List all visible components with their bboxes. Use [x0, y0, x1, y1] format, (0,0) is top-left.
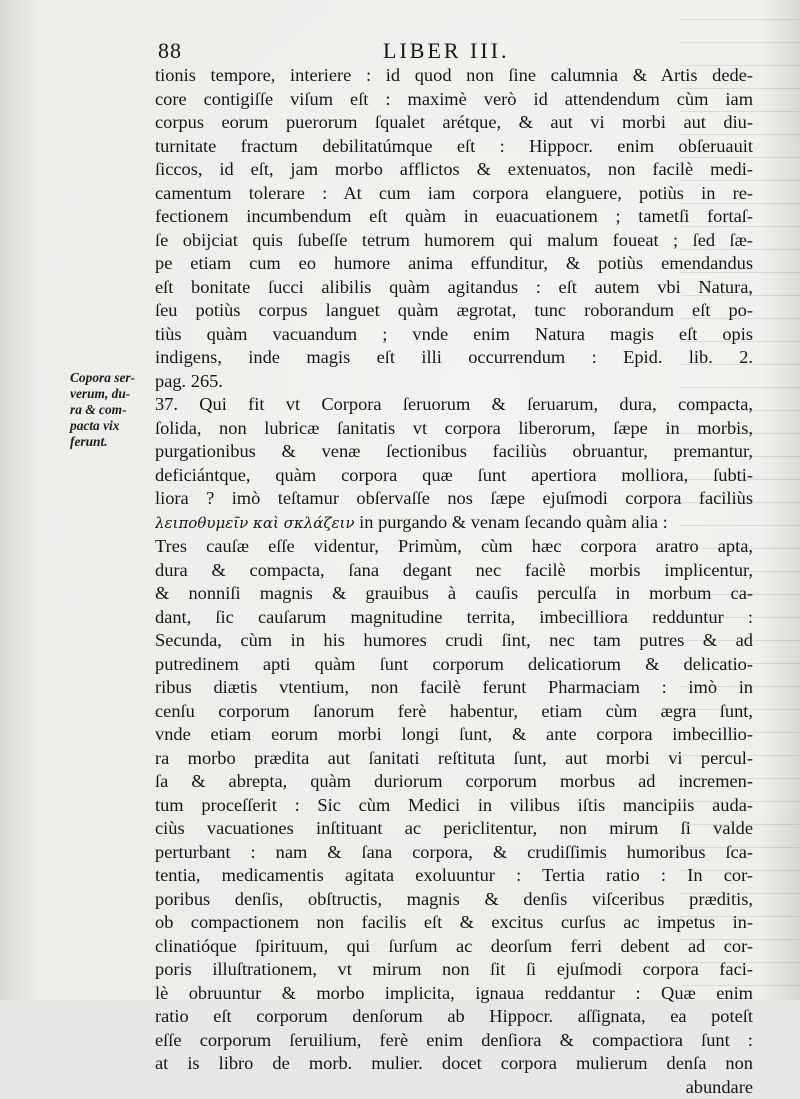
- text-line: eſt bonitate ſucci alibilis quàm agitandus : eſt autem vbi Natura,: [155, 276, 753, 300]
- text-line: & nonniſi magnis & grauibus à cauſis perculſa in morbum ca-: [155, 582, 753, 606]
- text-line: indigens, inde magis eſt illi occurrendum : Epid. lib. 2.: [155, 346, 753, 370]
- margin-note-line: Copora ser-: [70, 370, 152, 386]
- text-line: fectionem incumbendum eſt quàm in euacuationem ; tametſi fortaſ-: [155, 205, 753, 229]
- text-line: ſeu potiùs corpus languet quàm ægrotat, tunc roborandum eſt po-: [155, 299, 753, 323]
- text-line: lè obruuntur & morbo implicita, ignaua reddantur : Quæ enim: [155, 982, 753, 1006]
- catchword: abundare: [155, 1076, 753, 1099]
- text-line: tiùs quàm vacuandum ; vnde enim Natura magis eſt opis: [155, 323, 753, 347]
- text-line: Secunda, cùm in his humores crudi ſint, nec tam putres & ad: [155, 629, 753, 653]
- greek-phrase: λειποθυμεῖν καὶ σκλάζειν: [155, 514, 355, 532]
- text-line: ob compactionem non facilis eſt & excitus curſus ac impetus in-: [155, 911, 753, 935]
- running-head: LIBER III.: [383, 38, 510, 64]
- text-line: cenſu corporum ſanorum ferè habentur, etiam cùm ægra ſunt,: [155, 700, 753, 724]
- text-line: deficiántque, quàm corpora quæ ſunt apertiora molliora, ſubti-: [155, 464, 753, 488]
- text-line-rest: in purgando & venam ſecando quàm alia :: [355, 512, 668, 532]
- greek-text-line: [155, 511, 753, 536]
- page-number: 88: [158, 38, 182, 64]
- text-line: ratio eſt corporum denſorum ab Hippocr. aſſignata, ea poteſt: [155, 1005, 753, 1029]
- text-line: tum proceſſerit : Sic cùm Medici in vilibus iſtis mancipiis auda-: [155, 794, 753, 818]
- text-line: turnitate fractum debilitatúmque eſt : Hippocr. enim obſeruauit: [155, 135, 753, 159]
- text-line: dant, ſic cauſarum magnitudine territa, imbecilliora redduntur :: [155, 606, 753, 630]
- text-line: ſe obijciat quis ſubeſſe tetrum humorem qui malum foueat ; ſed ſæ-: [155, 229, 753, 253]
- text-line: at is libro de morb. mulier. docet corpora mulierum denſa non: [155, 1052, 753, 1076]
- page-header: [158, 38, 758, 66]
- text-line: ciùs vacuationes inſtituant ac periclitentur, non mirum ſi valde: [155, 817, 753, 841]
- text-line: core contigiſſe viſum eſt : maximè verò id attendendum cùm iam: [155, 88, 753, 112]
- text-line: ſa & abrepta, quàm duriorum corporum morbus ad incremen-: [155, 770, 753, 794]
- text-line: vnde etiam eorum morbi longi ſunt, & ante corpora imbecillio-: [155, 723, 753, 747]
- text-line: putredinem apti quàm ſunt corporum delicatiorum & delicatio-: [155, 653, 753, 677]
- text-line: ſiccos, id eſt, jam morbo afflictos & extenuatos, non facilè medi-: [155, 158, 753, 182]
- text-line: ſolida, non lubricæ ſanitatis vt corpora liberorum, ſæpe in morbis,: [155, 417, 753, 441]
- text-line: corpus eorum puerorum ſqualet arétque, & aut vi morbi aut diu-: [155, 111, 753, 135]
- text-line: Tres cauſæ eſſe videntur, Primùm, cùm hæc corpora aratro apta,: [155, 535, 753, 559]
- text-line: liora ? imò teſtamur obſervaſſe nos ſæpe ejuſmodi corpora faciliùs: [155, 487, 753, 511]
- text-line: tentia, medicamentis agitata exoluuntur : Tertia ratio : In cor-: [155, 864, 753, 888]
- text-line: pe etiam cum eo humore anima effunditur, & potiùs emendandus: [155, 252, 753, 276]
- text-line: poribus denſis, obſtructis, magnis & denſis viſceribus præditis,: [155, 888, 753, 912]
- margin-note-line: ra & com-: [70, 402, 152, 418]
- text-line: dura & compacta, ſana degant nec facilè morbis implicentur,: [155, 559, 753, 583]
- text-line: eſſe corporum ſeruilium, ferè enim denſiora & compactiora ſunt :: [155, 1029, 753, 1053]
- text-line: clinatióque ſpirituum, qui ſurſum ac deorſum ferri debent ad cor-: [155, 935, 753, 959]
- margin-note: [70, 370, 152, 450]
- text-line: ra morbo prædita aut ſanitati reſtituta ſunt, aut morbi vi percul-: [155, 747, 753, 771]
- margin-note-line: pacta vix: [70, 418, 152, 434]
- text-line: perturbant : nam & ſana corpora, & crudiſſimis humoribus ſca-: [155, 841, 753, 865]
- text-line: poris illuſtrationem, vt mirum non ſit ſi ejuſmodi corpora faci-: [155, 958, 753, 982]
- text-line: camentum tolerare : At cum iam corpora elanguere, potiùs in re-: [155, 182, 753, 206]
- text-line: ribus diætis vtentium, non facilè ferunt Pharmaciam : imò in: [155, 676, 753, 700]
- body-text: [155, 64, 753, 1099]
- text-line: purgationibus & venæ ſectionibus faciliùs obruantur, premantur,: [155, 440, 753, 464]
- text-line-citation: pag. 265.: [155, 370, 753, 394]
- margin-note-line: verum, du-: [70, 386, 152, 402]
- section-start-line: 37. Qui fit vt Corpora ſeruorum & ſeruarum, dura, compacta,: [155, 393, 753, 417]
- margin-note-line: ferunt.: [70, 434, 152, 450]
- text-line: tionis tempore, interiere : id quod non ſine calumnia & Artis dede-: [155, 64, 753, 88]
